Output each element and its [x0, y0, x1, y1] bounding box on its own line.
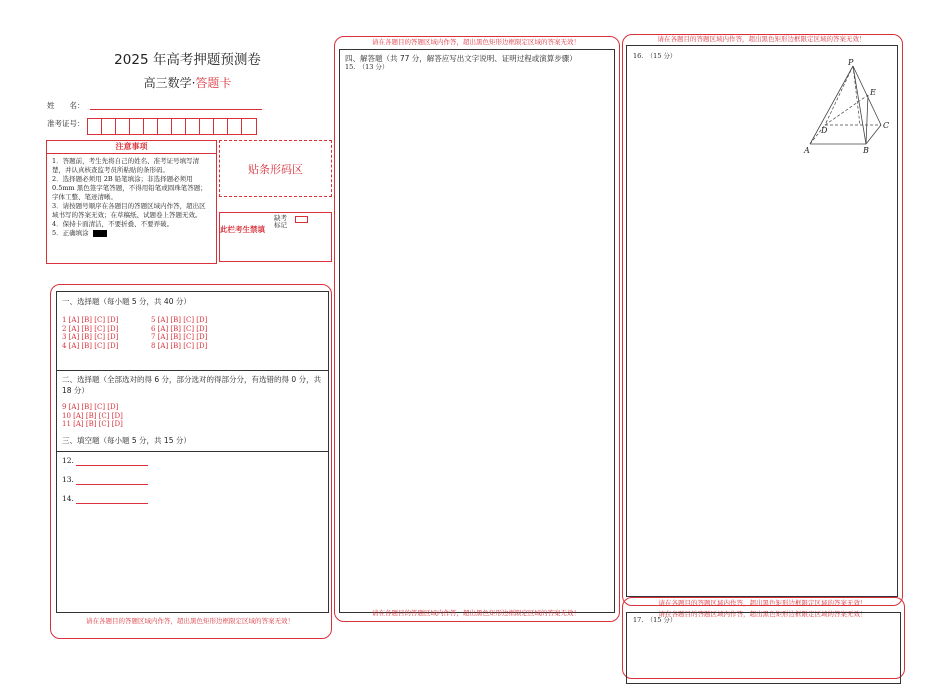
- choice-row[interactable]: 4 [A] [B] [C] [D]: [62, 341, 119, 350]
- subtitle-suffix: 答题卡: [195, 76, 232, 90]
- q16-label: 16. （15 分）: [633, 52, 677, 60]
- notice-item-fill: 5．正确填涂: [52, 229, 210, 238]
- choice-inner-frame: [56, 291, 329, 613]
- label-P: P: [848, 58, 854, 67]
- q17-frame[interactable]: [626, 612, 901, 684]
- fill-item[interactable]: 12.: [62, 456, 148, 466]
- area-warning: 请在各题目的答题区域内作答，超出黑色矩形边框限定区域的答案无效！: [372, 38, 580, 46]
- notice-title: 注意事项: [47, 141, 216, 154]
- name-field[interactable]: [90, 109, 262, 110]
- label-A: A: [804, 146, 810, 155]
- fill-item[interactable]: 13.: [62, 475, 148, 485]
- label-E: E: [870, 88, 876, 97]
- notice-item: 4．保持卡面清洁，不要折叠、不要弄破。: [52, 220, 174, 228]
- section-1: [57, 292, 328, 371]
- section-3-title: 三、填空题（每小题 5 分，共 15 分）: [62, 436, 191, 445]
- choice-row[interactable]: 3 [A] [B] [C] [D]: [62, 333, 119, 341]
- choice-row[interactable]: 7 [A] [B] [C] [D]: [151, 333, 208, 341]
- page-subtitle: [95, 74, 280, 91]
- forbidden-label: 此栏考生禁填: [220, 225, 265, 234]
- section-1-title: 一、选择题（每小题 5 分，共 40 分）: [62, 297, 191, 306]
- area-warning: 请在各题目的答题区域内作答，超出黑色矩形边框限定区域的答案无效！: [658, 610, 867, 618]
- choice-row[interactable]: 8 [A] [B] [C] [D]: [151, 341, 208, 350]
- choice-row[interactable]: 1 [A] [B] [C] [D]: [62, 316, 119, 324]
- name-label: 姓 名：: [47, 101, 85, 110]
- forbidden-box: [219, 212, 332, 262]
- notice-box: [46, 140, 217, 264]
- subtitle-prefix: 高三数学·: [143, 76, 196, 90]
- pyramid-figure: [798, 56, 898, 158]
- fill-item[interactable]: 14.: [62, 494, 148, 504]
- label-B: B: [863, 146, 869, 155]
- absent-mark-box[interactable]: [295, 216, 308, 223]
- notice-item: 1．答题前，考生先将自己的姓名、准考证号填写清楚，并认真核查监考员所粘贴的条形码。: [52, 157, 200, 174]
- q15-frame[interactable]: [339, 49, 615, 613]
- choice-row[interactable]: 6 [A] [B] [C] [D]: [151, 324, 208, 333]
- absent-mark-label: 缺考 标记: [274, 214, 287, 229]
- notice-item: 2．选择题必须用 2B 铅笔填涂；非选择题必须用 0.5mm 黑色签字笔答题，不得用铅笔或圆珠笔答题；字体工整、笔迹清晰。: [52, 175, 207, 201]
- page-title: 2025 年高考押题预测卷: [114, 52, 261, 68]
- choice-row[interactable]: 9 [A] [B] [C] [D]: [62, 403, 119, 411]
- choice-row[interactable]: 2 [A] [B] [C] [D]: [62, 324, 119, 333]
- label-C: C: [883, 121, 890, 130]
- q15-label: 15. （13 分）: [345, 63, 389, 71]
- area-warning: 请在各题目的答题区域内作答，超出黑色矩形边框限定区域的答案无效！: [86, 617, 294, 625]
- area-warning: 请在各题目的答题区域内作答，超出黑色矩形边框限定区域的答案无效！: [657, 35, 866, 43]
- label-D: D: [821, 126, 828, 135]
- choice-row[interactable]: 5 [A] [B] [C] [D]: [151, 316, 208, 324]
- section-4-title: 四、解答题（共 77 分，解答应写出文字说明、证明过程或演算步骤）: [345, 54, 577, 63]
- barcode-area: [219, 140, 332, 197]
- q17-label: 17. （15 分）: [633, 616, 677, 624]
- filled-example-mark: [93, 230, 107, 237]
- section-2: [57, 371, 328, 452]
- barcode-label: 贴条形码区: [248, 162, 303, 176]
- area-warning: 请在各题目的答题区域内作答，超出黑色矩形边框限定区域的答案无效！: [372, 609, 580, 617]
- choice-row[interactable]: 10 [A] [B] [C] [D]: [62, 411, 123, 420]
- exam-no-boxes[interactable]: [87, 118, 257, 135]
- section-2-title: 二、选择题（全部选对的得 6 分，部分选对的得部分分，有选错的得 0 分，共 18 分）: [62, 375, 322, 395]
- exam-no-label: 准考证号：: [47, 119, 85, 128]
- notice-item: 3．请按题号顺序在各题目的答题区域内作答，超出区域书写的答案无效；在草稿纸、试题卷上答题无效。: [52, 202, 206, 219]
- choice-row[interactable]: 11 [A] [B] [C] [D]: [62, 420, 123, 428]
- area-warning: 请在各题目的答题区域内作答，超出黑色矩形边框限定区域的答案无效！: [658, 599, 867, 607]
